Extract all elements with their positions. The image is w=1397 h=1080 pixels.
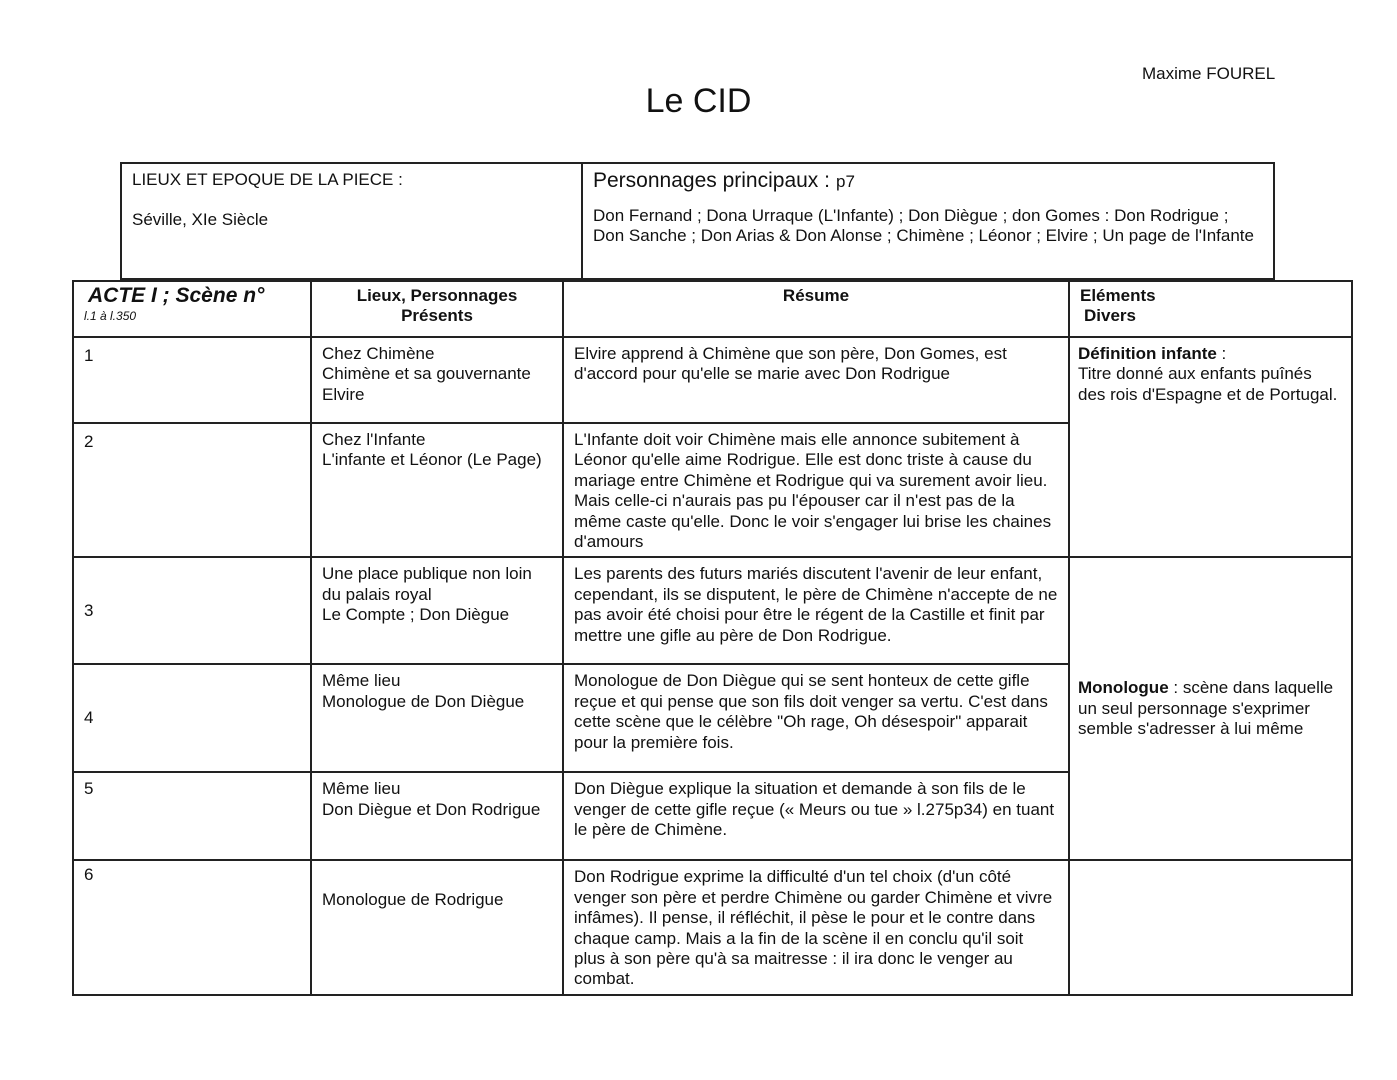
monologue-text: : scène dans laquelle un seul personnage s'exprimer semble s'adresser à lui même	[1078, 678, 1334, 739]
info-table	[120, 162, 1275, 280]
scene-lieux	[311, 337, 563, 423]
scene-lieux-line: L'infante et Léonor (Le Page)	[322, 450, 542, 470]
author-name: Maxime FOUREL	[1142, 64, 1276, 83]
characters-heading	[593, 171, 1263, 192]
table-row	[73, 557, 1352, 664]
characters-list: Don Fernand ; Dona Urraque (L'Infante) ; Don Diègue ; don Gomes : Don Rodrigue ; Don Sanche ; Don Arias & Don Alonse ; Chimène ; Léonor ; Elvire ; Un page de l'Infante	[593, 206, 1254, 245]
header-lieux	[311, 281, 563, 337]
scene-resume: L'Infante doit voir Chimène mais elle annonce subitement à Léonor qu'elle aime Rodrigue. Elle est donc triste à cause du mariage entre Chimène et Rodrigue qui va surement avoir lieu. Mais celle-ci n'aurais pas pu l'épouser car il n'est pas de la même caste qu'elle. Donc le voir s'engager lui brise les chaines d'amours	[563, 423, 1069, 557]
scene-lieux-line: Monologue de Don Diègue	[322, 691, 525, 711]
scene-lieux-line: Même lieu	[322, 671, 401, 691]
scene-number: 2	[73, 423, 311, 557]
elements-monologue	[1069, 557, 1352, 860]
scene-lieux-line: Chimène et sa gouvernante Elvire	[322, 364, 531, 404]
scene-number: 4	[73, 664, 311, 772]
scene-resume: Monologue de Don Diègue qui se sent honteux de cette gifle reçue et qui pense que son fils doit venger sa vertu. C'est dans cette scène que le célèbre "Oh rage, Oh désespoir" apparait pour la première fois.	[563, 664, 1069, 772]
scene-lieux	[311, 772, 563, 860]
scene-lieux-line: Le Compte ; Don Diègue	[322, 605, 510, 625]
header-lieux-line2: Présents	[401, 306, 473, 326]
def-infante-title: Définition infante	[1078, 344, 1217, 363]
table-header-row	[73, 281, 1352, 337]
def-infante-text: Titre donné aux enfants puînés des rois d'Espagne et de Portugal.	[1078, 364, 1338, 404]
scenes-table	[72, 280, 1353, 996]
header-resume: Résume	[563, 281, 1069, 337]
header-elements-line1: Eléments	[1080, 286, 1156, 305]
characters-heading-text: Personnages principaux :	[593, 169, 830, 192]
scene-lieux	[311, 860, 563, 994]
scene-lieux-line: Une place publique non loin du palais royal	[322, 564, 532, 604]
scene-resume: Don Rodrigue exprime la difficulté d'un tel choix (d'un côté venger son père et perdre Chimène ou garder Chimène et vivre infâmes). Il pense, il réfléchit, il pèse le pour et le contre dans chaque camp. Mais a la fin de la scène il en conclu qu'il soit plus à son père qu'à sa maitresse : il ira donc le venger au combat.	[563, 860, 1069, 994]
document-title: Le CID	[645, 82, 752, 120]
scene-lieux	[311, 557, 563, 664]
scene-lieux-line: Chez l'Infante	[322, 430, 426, 449]
header-acte	[73, 281, 311, 337]
scene-number: 1	[73, 337, 311, 423]
scene-lieux-line: Don Diègue et Don Rodrigue	[322, 799, 541, 819]
elements-empty	[1069, 860, 1352, 994]
scene-resume: Don Diègue explique la situation et demande à son fils de le venger de cette gifle reçue (« Meurs ou tue » l.275p34) en tuant le père de Chimène.	[563, 772, 1069, 860]
monologue-title: Monologue	[1078, 678, 1169, 698]
scene-number: 6	[73, 860, 311, 994]
table-row	[73, 337, 1352, 423]
header-acte-lines: l.1 à l.350	[84, 309, 137, 324]
header-lieux-line1: Lieux, Personnages	[356, 286, 518, 305]
table-row	[73, 860, 1352, 994]
scene-resume: Les parents des futurs mariés discutent l'avenir de leur enfant, cependant, ils se disputent, le père de Chimène n'accepte de ne pas avoir été choisi pour être le régent de la Castille et finit par mettre une gifle au père de Don Rodrigue.	[563, 557, 1069, 664]
elements-infante	[1069, 337, 1352, 557]
scene-lieux	[311, 664, 563, 772]
scene-number: 5	[73, 772, 311, 860]
info-characters-cell	[582, 163, 1274, 279]
def-infante-colon: :	[1216, 344, 1227, 363]
characters-page-ref: p7	[835, 172, 855, 191]
header-elements-line2: Divers	[1084, 306, 1136, 326]
scene-lieux	[311, 423, 563, 557]
scene-resume: Elvire apprend à Chimène que son père, Don Gomes, est d'accord pour qu'elle se marie avec Don Rodrigue	[563, 337, 1069, 423]
header-elements	[1069, 281, 1352, 337]
scene-number: 3	[73, 557, 311, 664]
info-setting-cell	[121, 163, 582, 279]
setting-value: Séville, XIe Siècle	[132, 210, 269, 229]
header-acte-title: ACTE I ; Scène n°	[88, 284, 265, 307]
scene-lieux-line: Chez Chimène	[322, 344, 435, 363]
scene-lieux-line: Même lieu	[322, 779, 401, 799]
setting-label: LIEUX ET EPOQUE DE LA PIECE :	[132, 170, 403, 189]
scene-lieux-line: Monologue de Rodrigue	[322, 890, 504, 910]
